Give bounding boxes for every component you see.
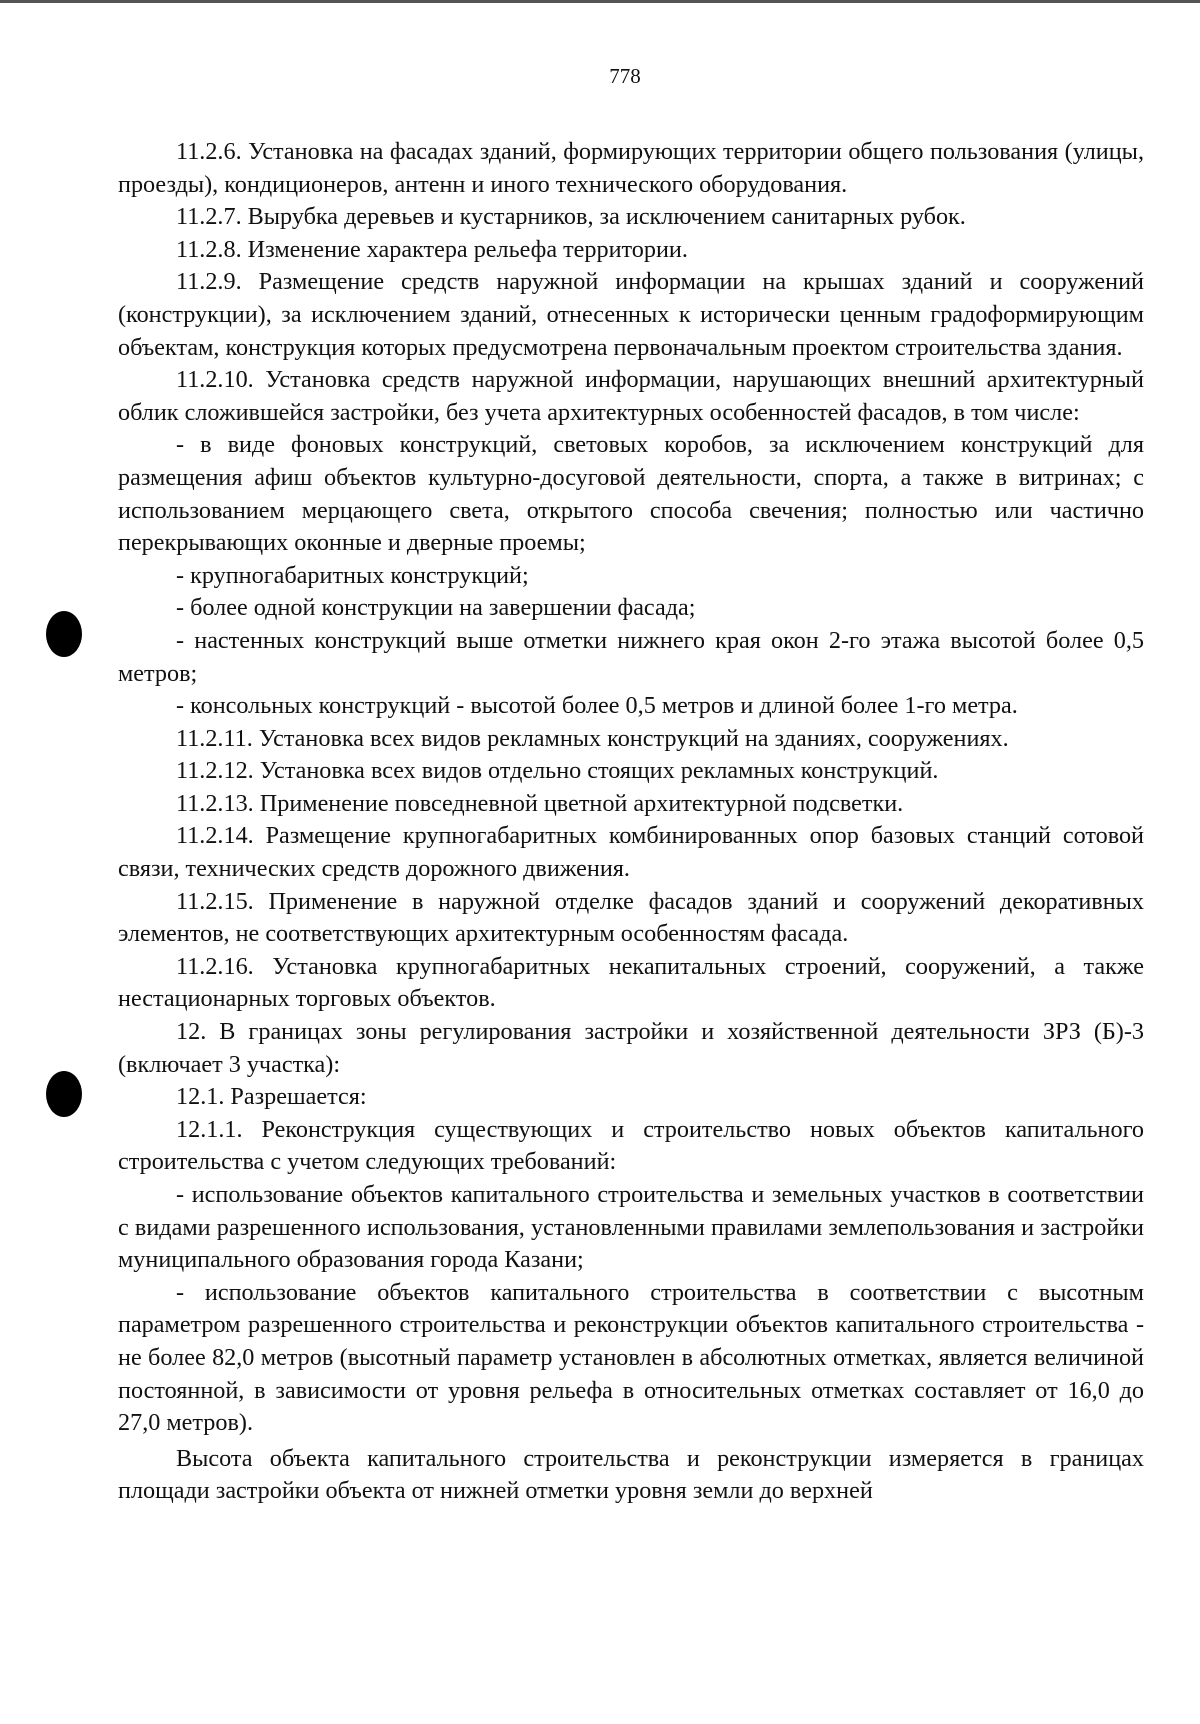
punch-hole-mark — [46, 1071, 82, 1117]
paragraph: 11.2.15. Применение в наружной отделке фасадов зданий и сооружений декоративных элементов, не соответствующих архитектурным особенностям фасада. — [118, 887, 1144, 948]
list-item: - настенных конструкций выше отметки нижнего края окон 2-го этажа высотой более 0,5 метров; — [118, 626, 1144, 687]
punch-hole-mark — [46, 611, 82, 657]
section-heading: 12. В границах зоны регулирования застройки и хозяйственной деятельности ЗРЗ (Б)-3 (включает 3 участка): — [118, 1018, 1144, 1078]
paragraph: 11.2.10. Установка средств наружной информации, нарушающих внешний архитектурный облик сложившейся застройки, без учета архитектурных особенностей фасадов, в том числе: — [118, 366, 1144, 426]
paragraph: 11.2.8. Изменение характера рельефа территории. — [176, 235, 688, 263]
paragraph: 11.2.13. Применение повседневной цветной архитектурной подсветки. — [176, 789, 904, 817]
paragraph: Высота объекта капитального строительства и реконструкции измеряется в границах площади застройки объекта от нижней отметки уровня земли до верхней — [118, 1444, 1144, 1505]
list-item: - использование объектов капитального строительства и земельных участков в соответствии с видами разрешенного использования, установленными правилами землепользования и застройки муниципального образования города Казани; — [118, 1181, 1144, 1274]
paragraph: 11.2.16. Установка крупногабаритных некапитальных строений, сооружений, а также нестационарных торговых объектов. — [118, 952, 1144, 1013]
list-item: - в виде фоновых конструкций, световых коробов, за исключением конструкций для размещения афиш объектов культурно-досуговой деятельности, спорта, а также в витринах; с использованием мерцающего света, открытого способа свечения; полностью или частично перекрывающих оконные и дверные проемы; — [118, 431, 1144, 557]
paragraph: 11.2.14. Размещение крупногабаритных комбинированных опор базовых станций сотовой связи, технических средств дорожного движения. — [118, 822, 1144, 883]
paragraph: 12.1.1. Реконструкция существующих и строительство новых объектов капитального строительства с учетом следующих требований: — [118, 1115, 1144, 1176]
paragraph: 11.2.6. Установка на фасадах зданий, формирующих территории общего пользования (улицы, проезды), кондиционеров, антенн и иного технического оборудования. — [118, 138, 1144, 198]
section-heading: 12.1. Разрешается: — [176, 1083, 367, 1111]
paragraph: 11.2.12. Установка всех видов отдельно стоящих рекламных конструкций. — [176, 757, 939, 785]
list-item: - более одной конструкции на завершении фасада; — [176, 594, 696, 622]
document-body — [118, 136, 1144, 1508]
list-item: - крупногабаритных конструкций; — [176, 561, 529, 589]
paragraph: 11.2.9. Размещение средств наружной информации на крышах зданий и сооружений (конструкции), за исключением зданий, отнесенных к исторически ценным градоформирующим объектам, конструкция которых предусмотрена первоначальным проектом строительства здания. — [118, 268, 1144, 361]
page-number: 778 — [609, 64, 641, 88]
list-item: - использование объектов капитального строительства в соответствии с высотным параметром разрешенного строительства и реконструкции объектов капитального строительства - не более 82,0 метров (высотный параметр установлен в абсолютных отметках, является величиной постоянной, в зависимости от уровня рельефа в относительных отметках составляет от 16,0 до 27,0 метров). — [118, 1278, 1144, 1437]
paragraph: 11.2.11. Установка всех видов рекламных конструкций на зданиях, сооружениях. — [176, 724, 1009, 752]
list-item: - консольных конструкций - высотой более 0,5 метров и длиной более 1-го метра. — [176, 692, 1018, 720]
paragraph: 11.2.7. Вырубка деревьев и кустарников, за исключением санитарных рубок. — [176, 203, 966, 231]
scan-top-edge — [0, 0, 1200, 3]
